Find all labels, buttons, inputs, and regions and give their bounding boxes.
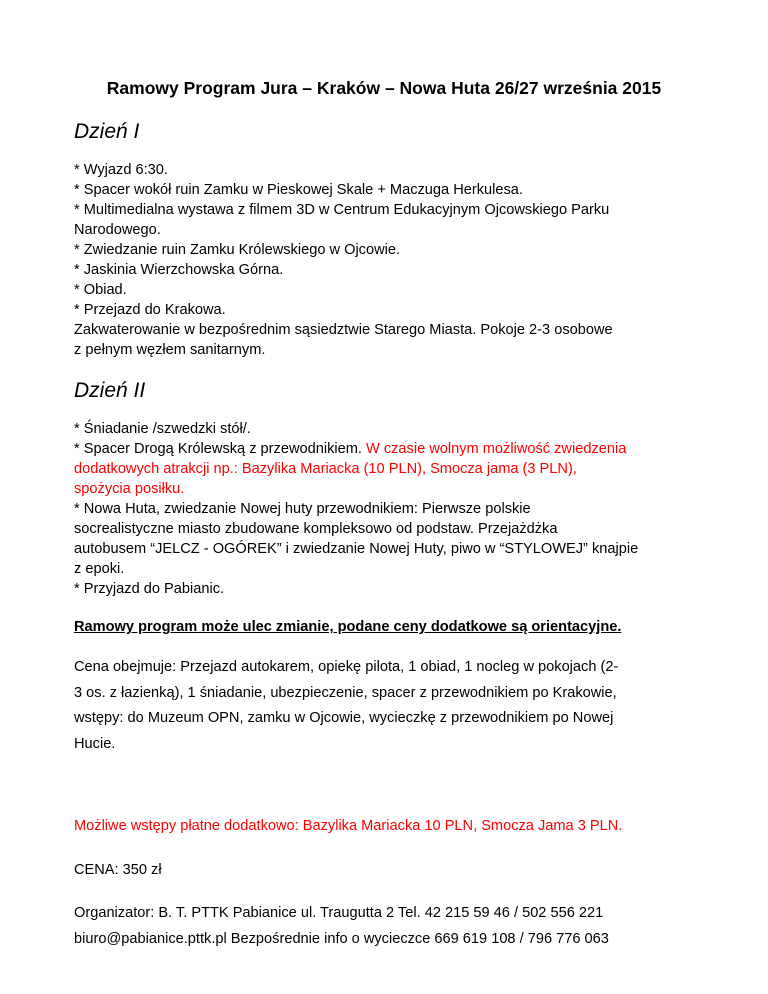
program-change-notice: Ramowy program może ulec zmianie, podane ceny dodatkowe są orientacyjne. (74, 619, 622, 636)
day2-walk-text: * Spacer Drogą Królewską z przewodnikiem. (74, 441, 366, 458)
day2-free-time-note: spożycia posiłku. (74, 481, 185, 498)
day1-line: * Multimedialna wystawa z filmem 3D w Centrum Edukacyjnym Ojcowskiego Parku (74, 202, 610, 219)
day1-line: Zakwaterowanie w bezpośrednim sąsiedztwie Starego Miasta. Pokoje 2-3 osobowe (74, 322, 613, 339)
day1-heading: Dzień I (74, 120, 140, 143)
day1-line: * Wyjazd 6:30. (74, 162, 168, 179)
organizer-contact-line: biuro@pabianice.pttk.pl Bezpośrednie info o wycieczce 669 619 108 / 796 776 063 (74, 930, 609, 947)
day1-line: * Przejazd do Krakowa. (74, 302, 226, 319)
day2-line: * Przyjazd do Pabianic. (74, 581, 225, 598)
day1-line: * Jaskinia Wierzchowska Górna. (74, 262, 284, 279)
day1-itinerary (74, 160, 694, 360)
day1-line: * Spacer wokół ruin Zamku w Pieskowej Skale + Maczuga Herkulesa. (74, 182, 523, 199)
day2-itinerary (74, 419, 694, 599)
day2-line (74, 439, 694, 459)
day1-line: * Obiad. (74, 282, 127, 299)
price-label: CENA: 350 zł (74, 861, 162, 878)
organizer-section (74, 901, 694, 952)
day2-line: * Śniadanie /szwedzki stół/. (74, 421, 251, 438)
price-includes-line: 3 os. z łazienką), 1 śniadanie, ubezpieczenie, spacer z przewodnikiem po Krakowie, (74, 684, 617, 701)
day1-line: Narodowego. (74, 222, 161, 239)
day2-line: autobusem “JELCZ - OGÓREK” i zwiedzanie Nowej Huty, piwo w “STYLOWEJ” knajpie (74, 541, 639, 558)
day1-line: z pełnym węzłem sanitarnym. (74, 342, 266, 359)
price-includes-section (74, 655, 694, 757)
price-includes-line: Cena obejmuje: Przejazd autokarem, opiekę pilota, 1 obiad, 1 nocleg w pokojach (2- (74, 659, 619, 676)
day2-line: z epoki. (74, 561, 125, 578)
day2-line: socrealistyczne miasto zbudowane kompleksowo od podstaw. Przejażdżka (74, 521, 558, 538)
day2-line: * Nowa Huta, zwiedzanie Nowej huty przewodnikiem: Pierwsze polskie (74, 501, 531, 518)
organizer-line: Organizator: B. T. PTTK Pabianice ul. Traugutta 2 Tel. 42 215 59 46 / 502 556 221 (74, 905, 604, 922)
extra-fees-note: Możliwe wstępy płatne dodatkowo: Bazylika Mariacka 10 PLN, Smocza Jama 3 PLN. (74, 818, 623, 835)
day2-free-time-note: W czasie wolnym możliwość zwiedzenia (366, 441, 627, 458)
day2-free-time-note: dodatkowych atrakcji np.: Bazylika Mariacka (10 PLN), Smocza jama (3 PLN), (74, 461, 577, 478)
document-title: Ramowy Program Jura – Kraków – Nowa Huta 26/27 września 2015 (106, 78, 662, 98)
day2-heading: Dzień II (74, 379, 146, 403)
price-includes-line: wstępy: do Muzeum OPN, zamku w Ojcowie, wycieczkę z przewodnikiem po Nowej (74, 710, 614, 727)
day1-line: * Zwiedzanie ruin Zamku Królewskiego w Ojcowie. (74, 242, 401, 259)
price-includes-line: Hucie. (74, 735, 116, 752)
